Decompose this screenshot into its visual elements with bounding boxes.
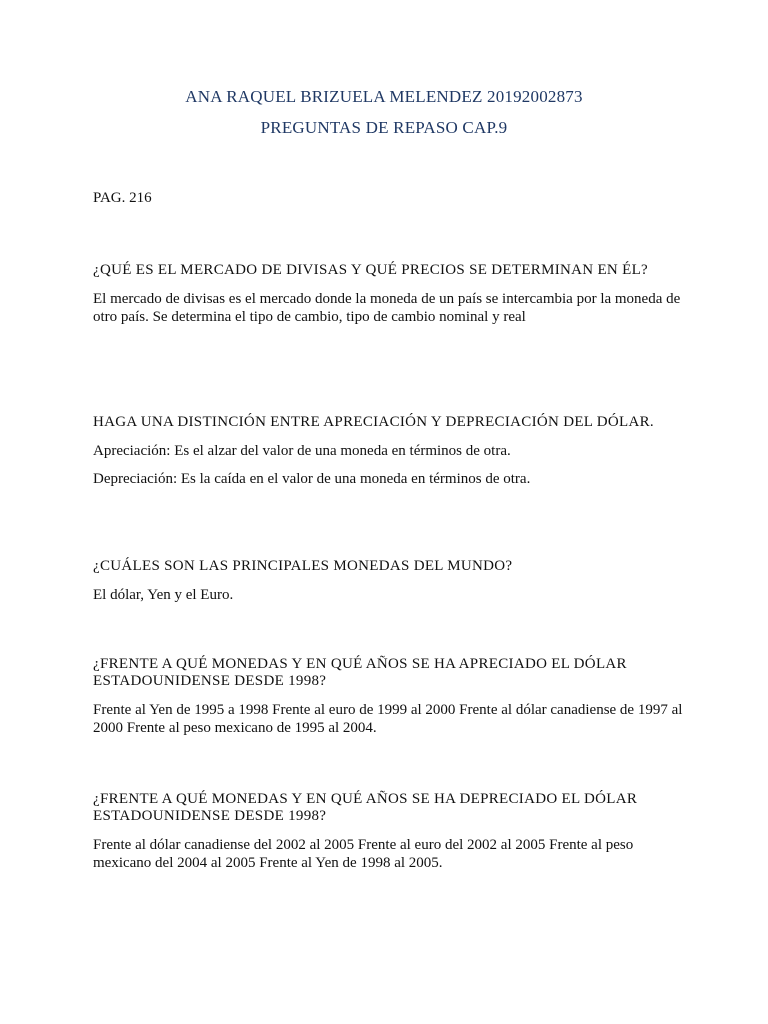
document-title: PREGUNTAS DE REPASO CAP.9: [260, 118, 508, 137]
question-4: ¿FRENTE A QUÉ MONEDAS Y EN QUÉ AÑOS SE HA APRECIADO EL DÓLAR ESTADOUNIDENSE DESDE 1998?: [93, 656, 627, 689]
author-line: ANA RAQUEL BRIZUELA MELENDEZ 20192002873: [185, 87, 583, 106]
question-5: ¿FRENTE A QUÉ MONEDAS Y EN QUÉ AÑOS SE HA DEPRECIADO EL DÓLAR ESTADOUNIDENSE DESDE 1998?: [93, 791, 638, 824]
answer-3: El dólar, Yen y el Euro.: [93, 587, 234, 603]
question-1: ¿QUÉ ES EL MERCADO DE DIVISAS Y QUÉ PRECIOS SE DETERMINAN EN ÉL?: [93, 262, 649, 278]
answer-5: Frente al dólar canadiense del 2002 al 2005 Frente al euro del 2002 al 2005 Frente al peso mexicano del 2004 al 2005 Frente al Yen de 1998 al 2005.: [93, 837, 634, 871]
qa-section-5: [93, 791, 683, 872]
answer-1: El mercado de divisas es el mercado donde la moneda de un país se intercambia por la moneda de otro país. Se determina el tipo de cambio, tipo de cambio nominal y real: [93, 291, 681, 325]
answer-4: Frente al Yen de 1995 a 1998 Frente al euro de 1999 al 2000 Frente al dólar canadiense de 1997 al 2000 Frente al peso mexicano de 1995 al 2004.: [93, 702, 683, 736]
answer-2-appreciation: Apreciación: Es el alzar del valor de una moneda en términos de otra.: [93, 443, 511, 459]
question-2: HAGA UNA DISTINCIÓN ENTRE APRECIACIÓN Y DEPRECIACIÓN DEL DÓLAR.: [93, 414, 654, 430]
qa-section-1: [93, 262, 683, 326]
qa-section-4: [93, 656, 683, 737]
question-3: ¿CUÁLES SON LAS PRINCIPALES MONEDAS DEL MUNDO?: [93, 558, 513, 574]
page-reference: PAG. 216: [93, 190, 152, 206]
answer-2-depreciation: Depreciación: Es la caída en el valor de una moneda en términos de otra.: [93, 471, 531, 487]
qa-section-2: [93, 414, 683, 488]
qa-section-3: [93, 558, 683, 604]
